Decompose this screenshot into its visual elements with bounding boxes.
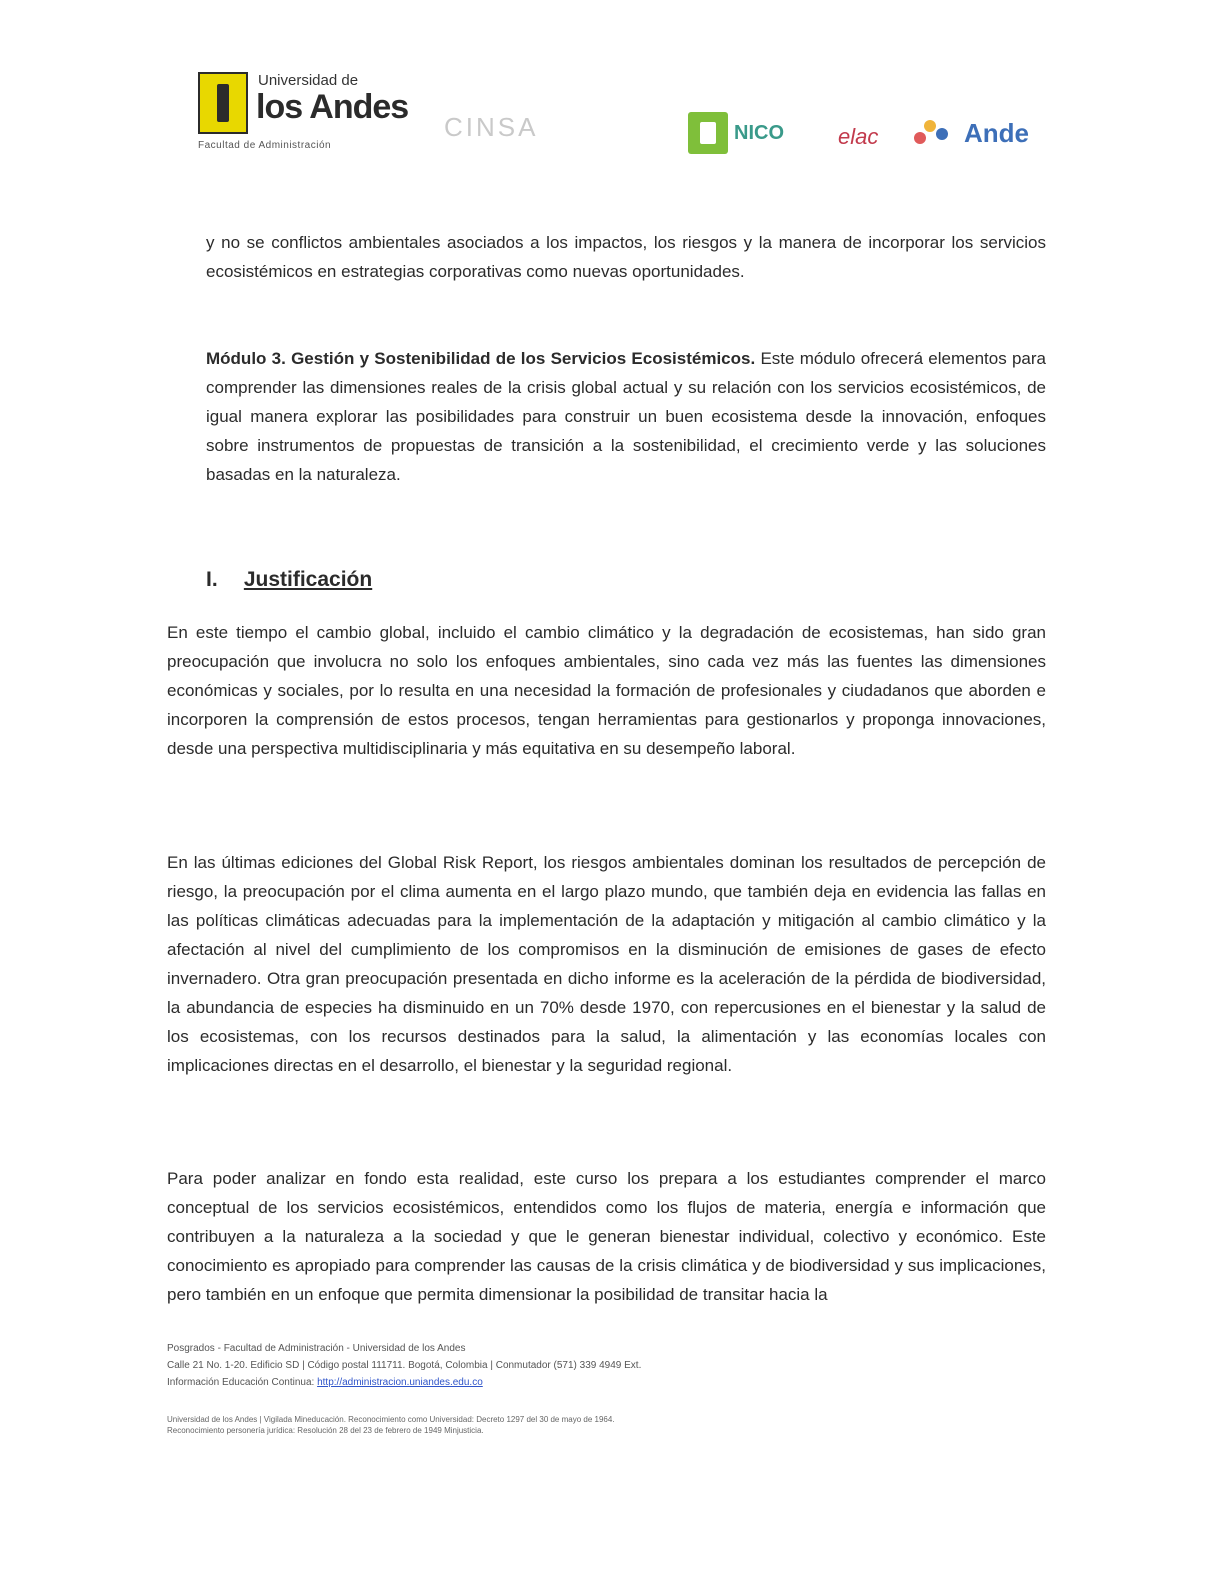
partner-logo-green-text: NICO bbox=[734, 122, 784, 144]
justification-paragraph-2: En las últimas ediciones del Global Risk Report, los riesgos ambientales dominan los resultados de percepción de riesgo, la preocupación por el clima aumenta en el largo plazo mundo, que también deja en evidencia las fallas en las políticas climáticas adecuadas para la implementación de la adaptación y mitigación al cambio climático y la afectación al nivel del cumplimiento de los compromisos en la disminución de emisiones de gases de efecto invernadero. Otra gran preocupación presentada en dicho informe es la aceleración de la pérdida de biodiversidad, la abundancia de especies ha disminuido en un 70% desde 1970, con repercusiones en el bienestar y la salud de los ecosistemas, con los recursos destinados para la salud, la alimentación y las economías locales con implicaciones directas en el desarrollo, el bienestar y la seguridad regional. bbox=[167, 853, 1046, 1075]
dots-icon bbox=[914, 120, 956, 150]
footer-line-2: Calle 21 No. 1-20. Edificio SD | Código postal 111711. Bogotá, Colombia | Conmutador (571) 339 4949 Ext. bbox=[167, 1360, 642, 1371]
section-heading bbox=[206, 568, 372, 592]
section-title: Justificación bbox=[243, 568, 373, 591]
footer-contact bbox=[167, 1340, 1047, 1391]
shield-icon bbox=[198, 72, 248, 134]
module-body: Este módulo ofrecerá elementos para comprender las dimensiones reales de la crisis global actual y su relación con los servicios ecosistémicos, de igual manera explorar las posibilidades para construir un buen ecosistema desde la innovación, enfoques sobre instrumentos de propuestas de transición a la sostenibilidad, el crecimiento verde y las soluciones basadas en la naturaleza. bbox=[206, 349, 1046, 484]
section-number: I. bbox=[206, 568, 218, 591]
footer-legal bbox=[167, 1414, 947, 1436]
justification-paragraph-1: En este tiempo el cambio global, incluido el cambio climático y la degradación de ecosistemas, han sido gran preocupación que involucra no solo los enfoques ambientales, sino cada vez más las fuentes las dimensiones económicas y sociales, por lo resulta en una necesidad la formación de profesionales y ciudadanos que aborden e incorporen la comprensión de estos procesos, tengan herramientas para gestionarlos y proponga innovaciones, desde una perspectiva multidisciplinaria y más equitativa en su desempeño laboral. bbox=[167, 623, 1046, 758]
intro-paragraph: y no se conflictos ambientales asociados a los impactos, los riesgos y la manera de incorporar los servicios ecosistémicos en estrategias corporativas como nuevas oportunidades. bbox=[206, 233, 1046, 281]
module-title: Módulo 3. Gestión y Sostenibilidad de los Servicios Ecosistémicos. bbox=[206, 349, 756, 368]
partner-logo-green bbox=[688, 112, 806, 156]
partner-logo-red bbox=[826, 112, 896, 156]
uniandes-logo-line1: Universidad de bbox=[258, 72, 359, 89]
partner-logo-gray-title: CINSA bbox=[444, 112, 539, 142]
module-paragraph bbox=[206, 344, 1046, 489]
partner-logo-red-text: elac bbox=[838, 124, 879, 149]
footer-website-link[interactable]: http://administracion.uniandes.edu.co bbox=[317, 1377, 483, 1388]
footer-legal-line-2: Reconocimiento personería jurídica: Resolución 28 del 23 de febrero de 1949 Minjusticia. bbox=[167, 1426, 484, 1435]
uniandes-logo-line3: Facultad de Administración bbox=[198, 140, 332, 151]
footer-legal-line-1: Universidad de los Andes | Vigilada Mineducación. Reconocimiento como Universidad: Decreto 1297 del 30 de mayo de 1964. bbox=[167, 1415, 615, 1424]
footer-line-3 bbox=[167, 1374, 1047, 1391]
justification-paragraph-3: Para poder analizar en fondo esta realidad, este curso los prepara a los estudiantes comprender el marco conceptual de los servicios ecosistémicos, entendidos como los flujos de materia, energía e información que contribuyen a la naturaleza a la sociedad y que le generan bienestar individual, colectivo y económico. Este conocimiento es apropiado para comprender las causas de la crisis climática y de biodiversidad y sus implicaciones, pero también en un enfoque que permita dimensionar la posibilidad de transitar hacia la bbox=[167, 1169, 1046, 1304]
green-square-icon bbox=[688, 112, 728, 154]
partner-logo-gray bbox=[444, 112, 554, 152]
uniandes-logo-line2: los Andes bbox=[256, 88, 409, 126]
partner-logo-blue bbox=[914, 112, 1046, 156]
uniandes-logo bbox=[198, 70, 412, 158]
partner-logo-blue-text: Ande bbox=[964, 118, 1029, 148]
footer-line-3-label: Información Educación Continua: bbox=[167, 1377, 315, 1388]
footer-line-1: Posgrados - Facultad de Administración - Universidad de los Andes bbox=[167, 1343, 466, 1354]
